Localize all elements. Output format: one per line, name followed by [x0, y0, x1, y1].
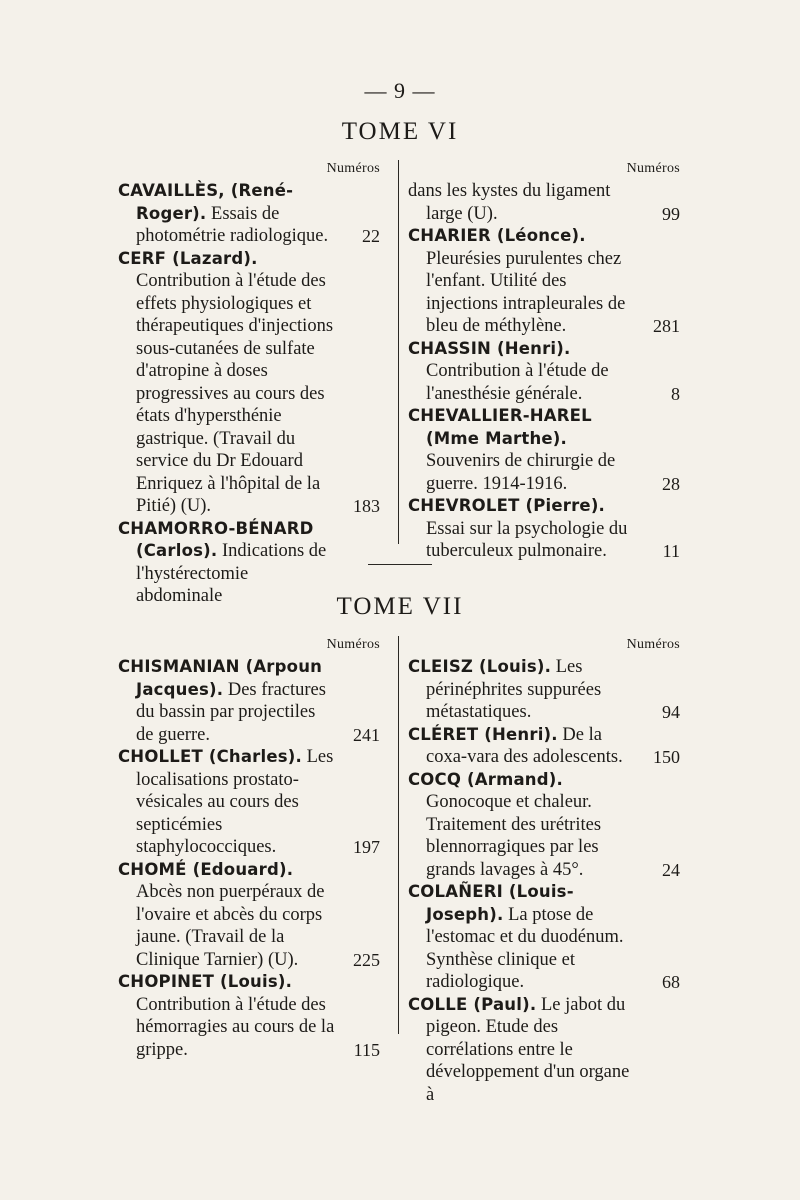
author-name: CHOLLET (Charles). [118, 747, 302, 766]
thesis-title: Abcès non puerpéraux de l'ovaire et abcès du corps jaune. (Travail de la Clinique Tarnier) (U). [136, 882, 325, 970]
author-name: CHAMORRO-BÉNARD (Carlos). [118, 518, 314, 560]
thesis-number: 24 [662, 859, 680, 880]
thesis-title: Les localisations prostato-vésicales au cours des septicémies staphylococciques. [136, 747, 334, 857]
thesis-title: Contribution à l'étude des effets physiologiques et thérapeutiques d'injections sous-cutanées de sulfate d'atropine à doses progressives au cours des états d'hypersthénie gastrique. (Travail du service du Dr Edouard Enriquez à l'hôpital de la Pitié) (U). [136, 271, 334, 516]
author-name: CHASSIN (Henri). [408, 338, 571, 358]
page-number: — 9 — [364, 78, 436, 103]
entry [408, 495, 680, 563]
thesis-title: Essai sur la psychologie du tuberculeux pulmonaire. [426, 518, 628, 561]
thesis-title: Indications de l'hystérectomie abdominale [136, 541, 327, 606]
entry [408, 769, 680, 882]
column-divider [398, 160, 399, 544]
entry [408, 656, 680, 724]
entry [118, 248, 380, 518]
entry [118, 971, 380, 1061]
entry [118, 859, 380, 972]
thesis-number: 225 [353, 949, 380, 970]
thesis-number: 22 [362, 226, 380, 246]
tome-vii-title: TOME VII [336, 593, 464, 620]
author-name: COLAÑERI (Louis-Joseph). [408, 882, 574, 924]
tome-vii-right-column [408, 636, 680, 1106]
author-name: CHEVROLET (Pierre). [408, 496, 606, 515]
thesis-title: Les périnéphrites suppurées métastatiques. [426, 657, 602, 722]
thesis-number: 281 [653, 316, 680, 336]
thesis-title: dans les kystes du ligament large (U). [408, 181, 611, 224]
thesis-title: Le jabot du pigeon. Etude des corrélations entre le développement d'un organe à [426, 994, 630, 1105]
thesis-number: 11 [662, 541, 680, 561]
tome-vi-title: TOME VI [341, 118, 459, 145]
thesis-number: 94 [662, 702, 680, 722]
tome-vii-left-column [118, 636, 380, 1061]
entry [408, 881, 680, 994]
numeros-label: Numéros [626, 161, 680, 176]
thesis-number: 68 [662, 972, 680, 992]
entry [408, 724, 680, 769]
author-name: CHEVALLIER-HAREL (Mme Marthe). [408, 406, 592, 448]
thesis-title: Contribution à l'étude des hémorragies au cours de la grippe. [136, 994, 335, 1060]
thesis-number: 99 [662, 203, 680, 224]
thesis-title: Essais de photométrie radiologique. [136, 203, 329, 246]
entry [408, 225, 680, 338]
thesis-number: 183 [353, 496, 380, 516]
author-name: CERF (Lazard). [118, 248, 258, 268]
author-name: CLEISZ (Louis). [408, 657, 552, 676]
thesis-number: 197 [353, 837, 380, 857]
numeros-label: Numéros [626, 637, 680, 652]
thesis-title: Gonocoque et chaleur. Traitement des urétrites blennorragiques par les grands lavages à 45°. [426, 792, 602, 880]
author-name: CHOPINET (Louis). [118, 972, 293, 991]
entry [118, 656, 380, 746]
thesis-number: 28 [662, 473, 680, 494]
thesis-title: Des fractures du bassin par projectiles de guerre. [136, 679, 326, 745]
entry [408, 994, 680, 1107]
author-name: COLLE (Paul). [408, 994, 537, 1014]
author-name: CHISMANIAN (Arpoun Jacques). [118, 657, 323, 699]
thesis-number: 115 [353, 1039, 380, 1060]
author-name: CHOMÉ (Edouard). [118, 859, 294, 879]
tome-vi-right-column [408, 160, 680, 563]
entry [408, 405, 680, 495]
numeros-label: Numéros [326, 161, 380, 176]
thesis-title: Pleurésies purulentes chez l'enfant. Utilité des injections intrapleurales de bleu de méthylène. [426, 248, 626, 336]
thesis-title: Contribution à l'étude de l'anesthésie générale. [426, 361, 609, 404]
tome-vi-left-column [118, 160, 380, 608]
thesis-number: 8 [671, 383, 680, 404]
thesis-title: Souvenirs de chirurgie de guerre. 1914-1916. [426, 451, 616, 494]
entry [118, 746, 380, 859]
author-name: CHARIER (Léonce). [408, 226, 586, 245]
thesis-title: De la coxa-vara des adolescents. [426, 724, 623, 767]
section-separator [368, 564, 432, 565]
entry [408, 338, 680, 406]
thesis-number: 241 [353, 724, 380, 745]
entry [408, 180, 680, 225]
author-name: CAVAILLÈS, (René-Roger). [118, 181, 294, 223]
column-divider [398, 636, 399, 1034]
entry [118, 180, 380, 248]
author-name: CLÉRET (Henri). [408, 724, 558, 744]
author-name: COCQ (Armand). [408, 769, 563, 789]
thesis-title: La ptose de l'estomac et du duodénum. Synthèse clinique et radiologique. [426, 904, 624, 992]
numeros-label: Numéros [326, 637, 380, 652]
thesis-number: 150 [653, 747, 680, 767]
